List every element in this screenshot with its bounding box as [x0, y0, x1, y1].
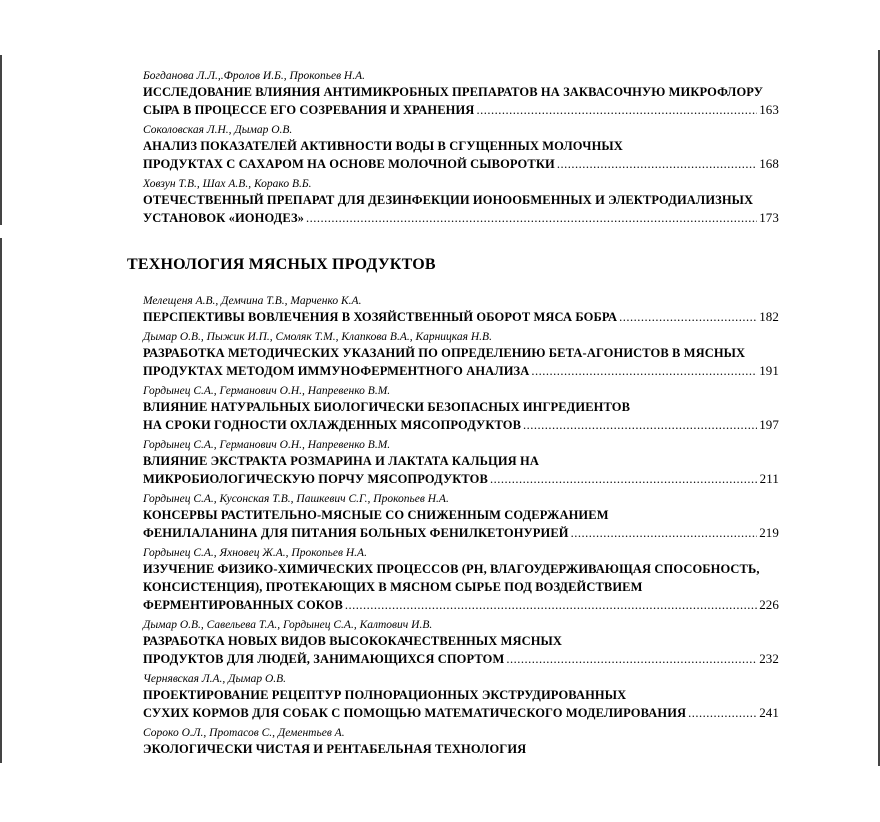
- title-line: ПРОДУКТАХ С САХАРОМ НА ОСНОВЕ МОЛОЧНОЙ СЫВОРОТКИ: [143, 157, 555, 171]
- entry-authors: Дымар О.В., Пыжик И.П., Смоляк Т.М., Клапкова В.А., Карницкая Н.В.: [143, 331, 492, 343]
- page-number: 168: [759, 156, 779, 171]
- title-leader-line: [143, 209, 779, 227]
- title-leader-line: [143, 155, 779, 173]
- toc-entry: [143, 294, 793, 326]
- toc-entry: [143, 69, 793, 119]
- title-line: СУХИХ КОРМОВ ДЛЯ СОБАК С ПОМОЩЬЮ МАТЕМАТИЧЕСКОГО МОДЕЛИРОВАНИЯ: [143, 706, 687, 720]
- page-number: 191: [759, 363, 779, 378]
- page-number: 163: [759, 102, 779, 117]
- entry-authors: Гордынец С.А., Германович О.Н., Напревенко В.М.: [143, 439, 391, 451]
- title-leader-line: [143, 704, 779, 722]
- toc-entry: [143, 330, 793, 380]
- title-line: ФЕРМЕНТИРОВАННЫХ СОКОВ: [143, 598, 343, 612]
- entry-authors: Гордынец С.А., Яхновец Ж.А., Прокопьев Н.А.: [143, 547, 367, 559]
- dot-leader: [571, 524, 758, 542]
- entry-title: [143, 83, 793, 119]
- title-line: РАЗРАБОТКА НОВЫХ ВИДОВ ВЫСОКОКАЧЕСТВЕННЫХ МЯСНЫХ: [143, 634, 563, 648]
- dot-leader: [490, 470, 758, 488]
- title-line: КОНСЕРВЫ РАСТИТЕЛЬНО-МЯСНЫЕ СО СНИЖЕННЫМ СОДЕРЖАНИЕМ: [143, 508, 609, 522]
- entry-authors: Богданова Л.Л.,.Фролов И.Б., Прокопьев Н.А.: [143, 70, 366, 82]
- title-line: МИКРОБИОЛОГИЧЕСКУЮ ПОРЧУ МЯСОПРОДУКТОВ: [143, 472, 488, 486]
- entry-title: [143, 560, 793, 614]
- entry-authors: Мелещеня А.В., Демчина Т.В., Марченко К.А.: [143, 295, 362, 307]
- title-leader-line: [143, 524, 779, 542]
- title-leader-line: [143, 596, 779, 614]
- page-number: 219: [759, 525, 779, 540]
- title-leader-line: [143, 416, 779, 434]
- dot-leader: [557, 155, 757, 173]
- title-line: ИЗУЧЕНИЕ ФИЗИКО-ХИМИЧЕСКИХ ПРОЦЕССОВ (РН, ВЛАГОУДЕРЖИВАЮЩАЯ СПОСОБНОСТЬ,: [143, 562, 760, 576]
- entry-title: [143, 398, 793, 434]
- page-edge-line: [0, 55, 2, 225]
- title-line: ПРОДУКТОВ ДЛЯ ЛЮДЕЙ, ЗАНИМАЮЩИХСЯ СПОРТОМ: [143, 652, 505, 666]
- title-leader-line: [143, 470, 779, 488]
- title-line: ОТЕЧЕСТВЕННЫЙ ПРЕПАРАТ ДЛЯ ДЕЗИНФЕКЦИИ ИОНООБМЕННЫХ И ЭЛЕКТРОДИАЛИЗНЫХ: [143, 193, 754, 207]
- entry-authors: Чернявская Л.А., Дымар О.В.: [143, 673, 287, 685]
- dot-leader: [523, 416, 757, 434]
- dot-leader: [476, 101, 757, 119]
- title-line: ВЛИЯНИЕ ЭКСТРАКТА РОЗМАРИНА И ЛАКТАТА КАЛЬЦИЯ НА: [143, 454, 539, 468]
- entry-title: [143, 191, 793, 227]
- page-edge-line: [0, 238, 2, 763]
- entry-title: [143, 632, 793, 668]
- title-leader-line: [143, 650, 779, 668]
- entry-authors: Гордынец С.А., Кусонская Т.В., Пашкевич С.Г., Прокопьев Н.А.: [143, 493, 449, 505]
- entry-title: [143, 740, 793, 758]
- toc-entry: [143, 546, 793, 614]
- page-number: 197: [759, 417, 779, 432]
- title-leader-line: [143, 308, 779, 326]
- title-line: АНАЛИЗ ПОКАЗАТЕЛЕЙ АКТИВНОСТИ ВОДЫ В СГУЩЕННЫХ МОЛОЧНЫХ: [143, 139, 623, 153]
- section-heading: ТЕХНОЛОГИЯ МЯСНЫХ ПРОДУКТОВ: [127, 256, 436, 273]
- entry-title: [143, 506, 793, 542]
- dot-leader: [619, 308, 757, 326]
- entry-authors: Ховзун Т.В., Шах А.В., Корако В.Б.: [143, 178, 312, 190]
- page-number: 241: [759, 705, 779, 720]
- entry-title: [143, 686, 793, 722]
- title-line: РАЗРАБОТКА МЕТОДИЧЕСКИХ УКАЗАНИЙ ПО ОПРЕДЕЛЕНИЮ БЕТА-АГОНИСТОВ В МЯСНЫХ: [143, 346, 746, 360]
- entry-authors: Сороко О.Л., Протасов С., Дементьев А.: [143, 727, 345, 739]
- title-line: ФЕНИЛАЛАНИНА ДЛЯ ПИТАНИЯ БОЛЬНЫХ ФЕНИЛКЕТОНУРИЕЙ: [143, 526, 569, 540]
- toc-entry: [143, 618, 793, 668]
- toc-entry: [143, 726, 793, 758]
- page-number: 232: [759, 651, 779, 666]
- title-line: ИССЛЕДОВАНИЕ ВЛИЯНИЯ АНТИМИКРОБНЫХ ПРЕПАРАТОВ НА ЗАКВАСОЧНУЮ МИКРОФЛОРУ: [143, 85, 763, 99]
- toc-entry: [143, 492, 793, 542]
- page-number: 226: [759, 597, 779, 612]
- toc-entry: [143, 177, 793, 227]
- dot-leader: [688, 704, 757, 722]
- page-number: 211: [759, 471, 779, 486]
- entry-authors: Гордынец С.А., Германович О.Н., Напревенко В.М.: [143, 385, 391, 397]
- page-number: 182: [759, 309, 779, 324]
- title-line: СЫРА В ПРОЦЕССЕ ЕГО СОЗРЕВАНИЯ И ХРАНЕНИЯ: [143, 103, 475, 117]
- dot-leader: [531, 362, 757, 380]
- title-line: ПРОДУКТАХ МЕТОДОМ ИММУНОФЕРМЕНТНОГО АНАЛИЗА: [143, 364, 530, 378]
- dot-leader: [506, 650, 757, 668]
- toc-entry: [143, 672, 793, 722]
- entry-title: [143, 137, 793, 173]
- toc-entry: [143, 438, 793, 488]
- entry-title: [143, 344, 793, 380]
- title-line: УСТАНОВОК «ИОНОДЕЗ»: [143, 211, 304, 225]
- title-leader-line: [143, 101, 779, 119]
- dot-leader: [306, 209, 757, 227]
- title-line: ПРОЕКТИРОВАНИЕ РЕЦЕПТУР ПОЛНОРАЦИОННЫХ ЭКСТРУДИРОВАННЫХ: [143, 688, 627, 702]
- entry-title: [143, 308, 793, 326]
- title-line: ПЕРСПЕКТИВЫ ВОВЛЕЧЕНИЯ В ХОЗЯЙСТВЕННЫЙ ОБОРОТ МЯСА БОБРА: [143, 310, 618, 324]
- dot-leader: [345, 596, 757, 614]
- title-line: НА СРОКИ ГОДНОСТИ ОХЛАЖДЕННЫХ МЯСОПРОДУКТОВ: [143, 418, 522, 432]
- entry-title: [143, 452, 793, 488]
- title-line: ЭКОЛОГИЧЕСКИ ЧИСТАЯ И РЕНТАБЕЛЬНАЯ ТЕХНОЛОГИЯ: [143, 742, 527, 756]
- toc-entry: [143, 123, 793, 173]
- entry-authors: Дымар О.В., Савельева Т.А., Гордынец С.А., Калтович И.В.: [143, 619, 433, 631]
- title-line: КОНСИСТЕНЦИЯ), ПРОТЕКАЮЩИХ В МЯСНОМ СЫРЬЕ ПОД ВОЗДЕЙСТВИЕМ: [143, 580, 643, 594]
- title-line: ВЛИЯНИЕ НАТУРАЛЬНЫХ БИОЛОГИЧЕСКИ БЕЗОПАСНЫХ ИНГРЕДИЕНТОВ: [143, 400, 631, 414]
- title-leader-line: [143, 362, 779, 380]
- toc-entry: [143, 384, 793, 434]
- page-number: 173: [759, 210, 779, 225]
- entry-authors: Соколовская Л.Н., Дымар О.В.: [143, 124, 293, 136]
